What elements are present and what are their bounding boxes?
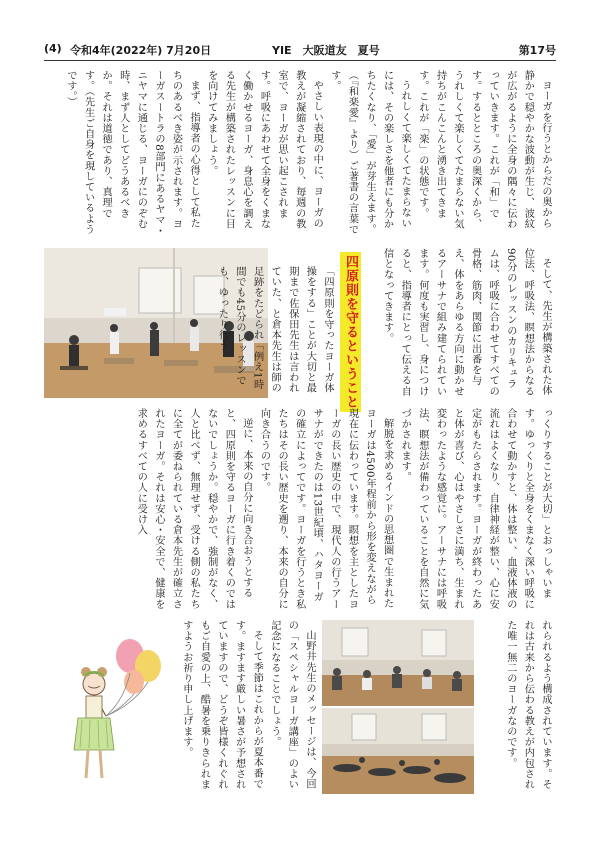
class-photo-bottom-image [322,708,474,794]
top-paragraph-4: まず、指導者の心得として私たちのあるべき姿が示されます。ヨーガスートラの8部門にあるヤマ・ニヤマに通じる、ヨーガにのぞむ時、まず人としてどうあるべきか。それは道徳であり、真理です。（先生ご自身を現しているようです。） [64,70,200,236]
top-paragraph-2: うれしくて楽しくてたまらないには、その楽しさを他者にも分かちたくなり、「愛」が芽生えます。（『和楽愛』より）ご著書の言葉です。 [328,70,411,235]
bottom-paragraph-2: そして季節はこれからが夏本番です。ますます厳しい暑さが予想されていますので、どうぞ皆様くれぐれもご自愛の上、酷暑を乗りきられますようお祈り申し上げます。 [180,620,263,790]
class-photo-top [322,620,474,706]
class-photo-bottom [322,708,474,794]
section-paragraph-1: 「四原則を守ったヨーガ体操をする」ことが大切と最期まで佐保田先生は言われていた、と倉本先生は師の足跡をたどられ「例え1時間でも45分のレッスンでも、ゆったり行う [216,266,333,394]
balloon-girl-illustration [44,620,174,794]
bottom-right-text [478,620,554,790]
balloon-girl-image [44,620,174,794]
section-text-right [360,248,554,398]
section-text-left [216,266,336,398]
top-text-block [44,70,554,238]
top-paragraph-3: やさしい表現の中に、ヨーガの教えが凝縮されており、毎週の教室で、ヨーガが思い起こされます。呼吸にあわせて全身をくまなく働かせるヨーガ、身息心を調える先生が構築されたレッスンに目を向けてみましょう。 [205,70,323,229]
section-heading: 四原則を守るということ [340,252,361,412]
issue-number: 第17号 [518,44,556,57]
issue-date: 令和4年(2022年) 7月20日 [70,44,212,57]
middle-text-block [44,408,554,610]
middle-paragraph-2: 解脱を求めるインドの思想圏で生まれたヨーガは4500年程前から形を変えながら現在に伝わっています。瞑想を主としたヨーガの長い歴史の中で、現代人の行うアーサナができたのは13世紀頃、ハタヨーガの確立によってです。ヨーガを行うとき私たちはその長い歴史を遡り、本来の自分に向き合うのです。 [258,408,393,610]
top-paragraph-1: ヨーガを行うとからだの奥から静かで穏やかな波動が生じ、波紋が広がるように全身の隅々に伝わっていきます。これが「和」です。するとところの奥深くから、うれしくて楽しくてたまらない気持ちがこんこんと湧き出てきます。これが「楽」の状態です。 [416,70,551,229]
class-photo-top-image [322,620,474,706]
middle-paragraph-4: れられるよう構成されています。それは古来から伝わる教えが内包された唯一無二のヨーガなのです。 [504,620,551,790]
bottom-text-block [178,620,318,794]
page-number: (4) [44,42,62,55]
publication-title: YIE 大阪道友 夏号 [272,44,380,57]
middle-paragraph-1: っくりすることが大切」とおっしゃいます。ゆっくりと全身をくまなく深い呼吸に合わせて動かすと、体は整い、血液体液の流れはよくなり、自律神経が整い、心に安定がもたらされます。ヨーガが終わったあと体が喜び、心はやさしさに満ち、生まれ変わったような感覚に。アーサナには呼吸法、瞑想法が備わっていることを自然に気づかされます。 [399,408,551,610]
middle-paragraph-3: 逆に、本来の自分に向き合おうとすると、四原則を守るヨーガに行き着くのではないでしょうか。穏やかで、強制がなく、人と比べず、無理せず、受ける側の私たちに全てが委ねられている倉本先生が確立されたヨーガ。それは安心・安全で、健康を求めるすべての人に受け入 [135,408,252,610]
section-paragraph-2: そして、先生が構築された体位法、呼吸法、瞑想法からなる90分のレッスンのカリキュラムは、呼吸に合わせてすべての骨格、筋肉、関節に出番を与え、体をあらゆる方向に動かせるアーサナで組み建てられています。何度も実習し、身につけると、指導者にとって伝える自信となってきます。 [381,248,551,397]
bottom-paragraph-1: 山野井先生のメッセージは、今回の「スペシャルヨーガ講座」のよい記念になることでしょう。 [268,620,315,790]
page-header [44,40,556,61]
